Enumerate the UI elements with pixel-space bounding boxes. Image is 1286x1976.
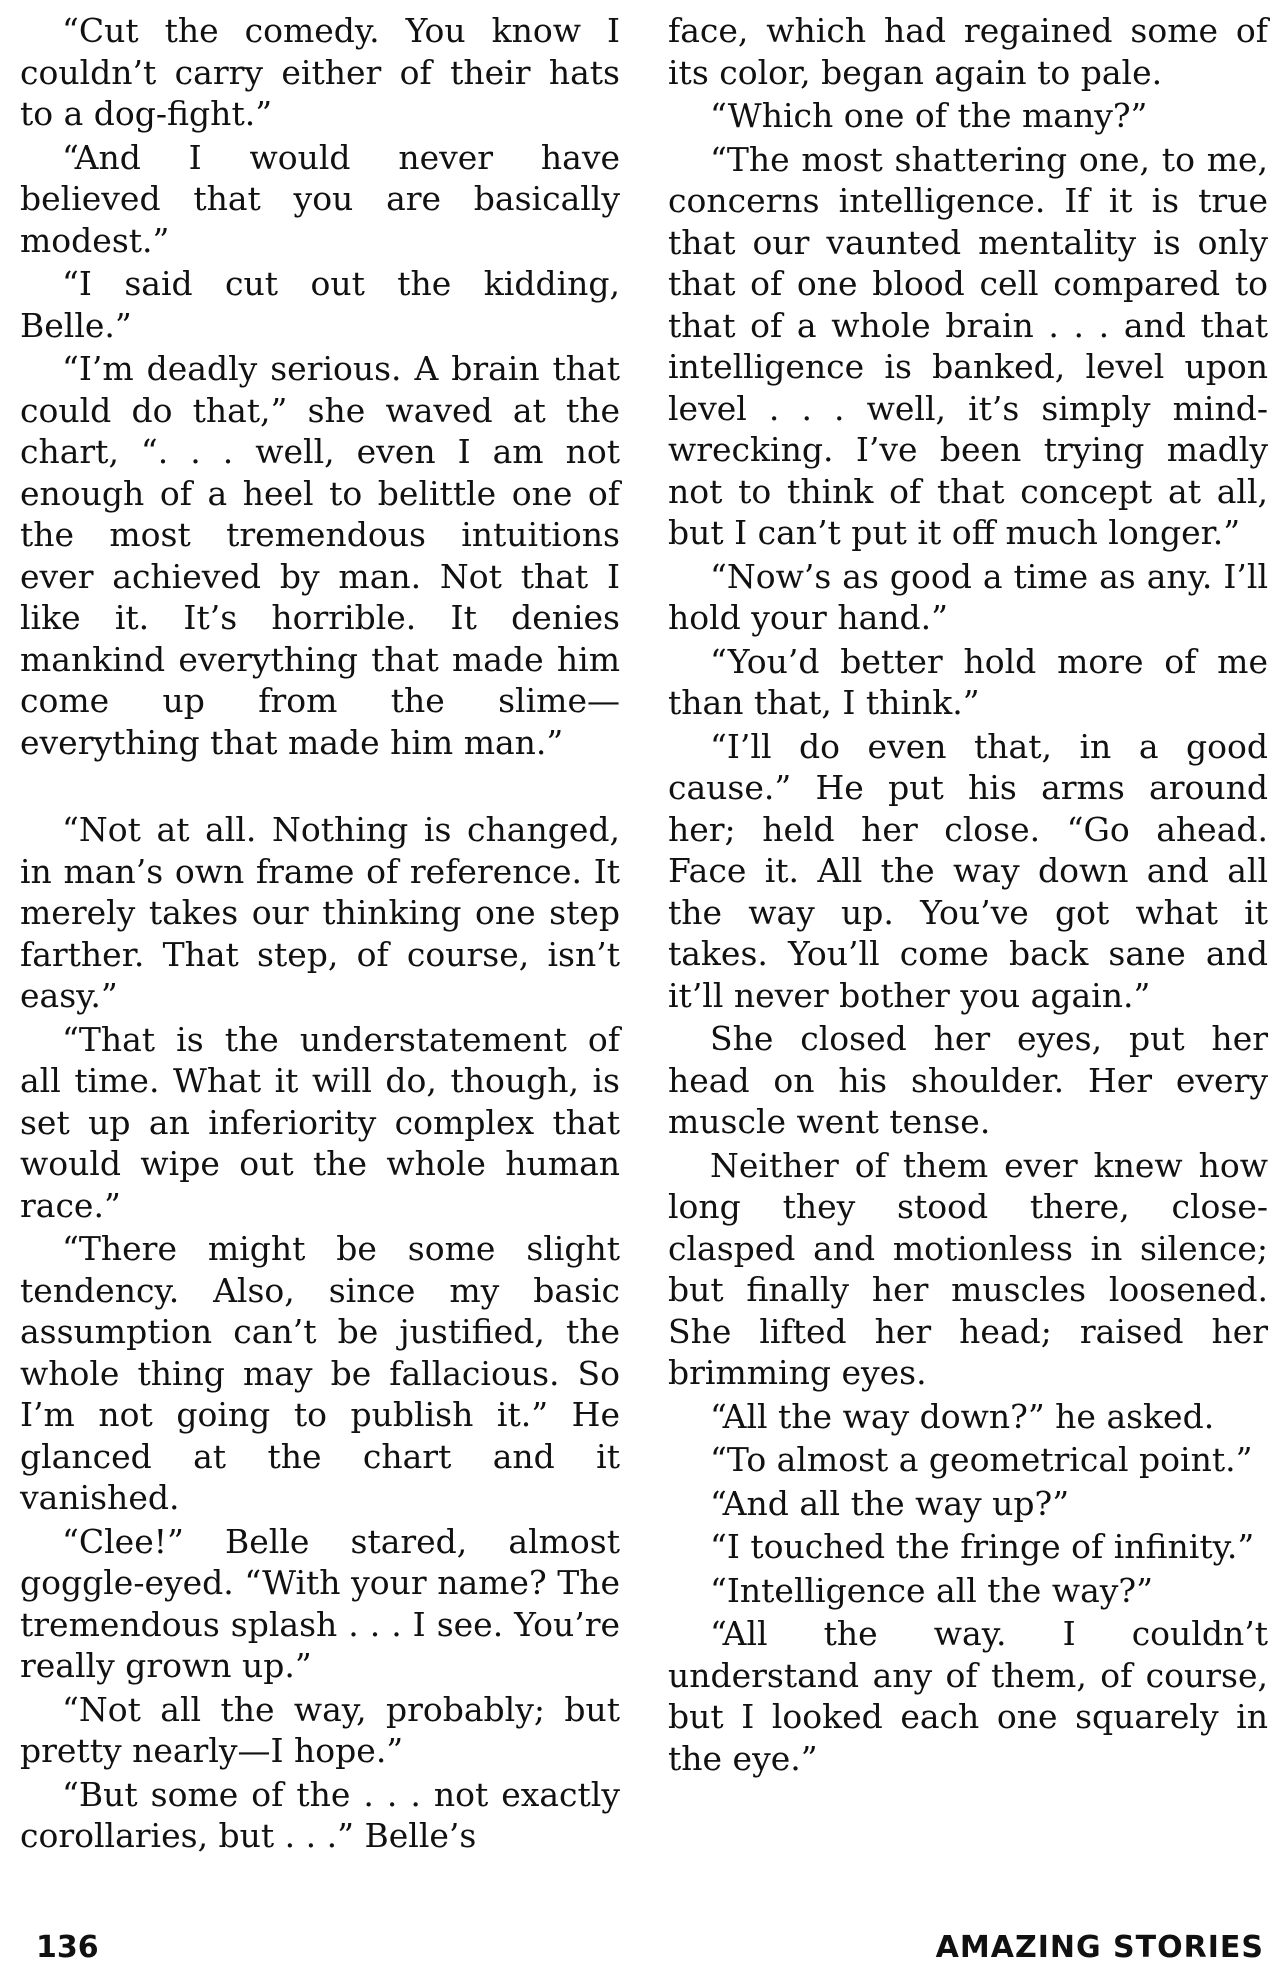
paragraph: “And I would never have believed that you are basically modest.” <box>20 137 620 260</box>
paragraph: She closed her eyes, put her head on his shoulder. Her every muscle went tense. <box>668 1019 1268 1141</box>
paragraph: “Now’s as good a time as any. I’ll hold your hand.” <box>668 556 1268 637</box>
paragraph: “There might be some slight tendency. Also, since my basic assumption can’t be justified, the whole thing may be fallacious. So I’m not going to publish it.” He glanced at the chart and it vanished. <box>20 1229 620 1517</box>
left-column <box>20 10 620 1859</box>
paragraph: “That is the understatement of all time. What it will do, though, is set up an inferiority complex that would wipe out the whole human race.” <box>20 1019 620 1225</box>
page-number: 136 <box>36 1930 99 1965</box>
paragraph: Neither of them ever knew how long they stood there, close-clasped and motionless in silence; but finally her muscles loosened. She lifted her head; raised her brimming eyes. <box>668 1145 1268 1392</box>
paragraph: “You’d better hold more of me than that, I think.” <box>668 641 1268 722</box>
paragraph: “Cut the comedy. You know I couldn’t carry either of their hats to a dog-fight.” <box>20 11 620 133</box>
right-column <box>668 10 1268 1781</box>
page-footer <box>0 1930 1286 1970</box>
paragraph: “I’ll do even that, in a good cause.” He put his arms around her; held her close. “Go ahead. Face it. All the way down and all the way up. You’ve got what it takes. You’ll come back sane and it’ll never bother you again.” <box>668 726 1268 1015</box>
paragraph: “All the way. I couldn’t understand any of them, of course, but I looked each one squarely in the eye.” <box>668 1614 1268 1778</box>
running-title: AMAZING STORIES <box>935 1930 1264 1965</box>
paragraph: “But some of the . . . not exactly corollaries, but . . .” Belle’s <box>20 1774 620 1855</box>
paragraph: “All the way down?” he asked. <box>710 1396 1215 1436</box>
paragraph: “I said cut out the kidding, Belle.” <box>20 264 620 345</box>
paragraph: “Not all the way, probably; but pretty nearly—I hope.” <box>20 1689 620 1770</box>
paragraph: “Which one of the many?” <box>710 96 1148 135</box>
paragraph: “I touched the fringe of infinity.” <box>710 1527 1255 1566</box>
paragraph: “The most shattering one, to me, concerns intelligence. If it is true that our vaunted mentality is only that of one blood cell compared to that of a whole brain . . . and that intelligence is banked, level upon level . . . well, it’s simply mind-wrecking. I’ve been trying madly not to think of that concept at all, but I can’t put it off much longer.” <box>668 139 1268 552</box>
paragraph: “Clee!” Belle stared, almost goggle-eyed. “With your name? The tremendous splash . . . I see. You’re really grown up.” <box>20 1521 620 1685</box>
paragraph: “And all the way up?” <box>710 1483 1070 1523</box>
paragraph: face, which had regained some of its color, began again to pale. <box>668 11 1268 92</box>
paragraph: “Not at all. Nothing is changed, in man’s own frame of reference. It merely takes our thinking one step farther. That step, of course, isn’t easy.” <box>20 810 620 1015</box>
paragraph: “To almost a geometrical point.” <box>710 1440 1253 1479</box>
paragraph: “Intelligence all the way?” <box>710 1570 1153 1610</box>
paragraph: “I’m deadly serious. A brain that could do that,” she waved at the chart, “. . . well, even I am not enough of a heel to belittle one of the most tremendous intuitions ever achieved by man. Not that I like it. It’s horrible. It denies mankind everything that made him come up from the slime—everything that made him man.” <box>20 349 620 762</box>
